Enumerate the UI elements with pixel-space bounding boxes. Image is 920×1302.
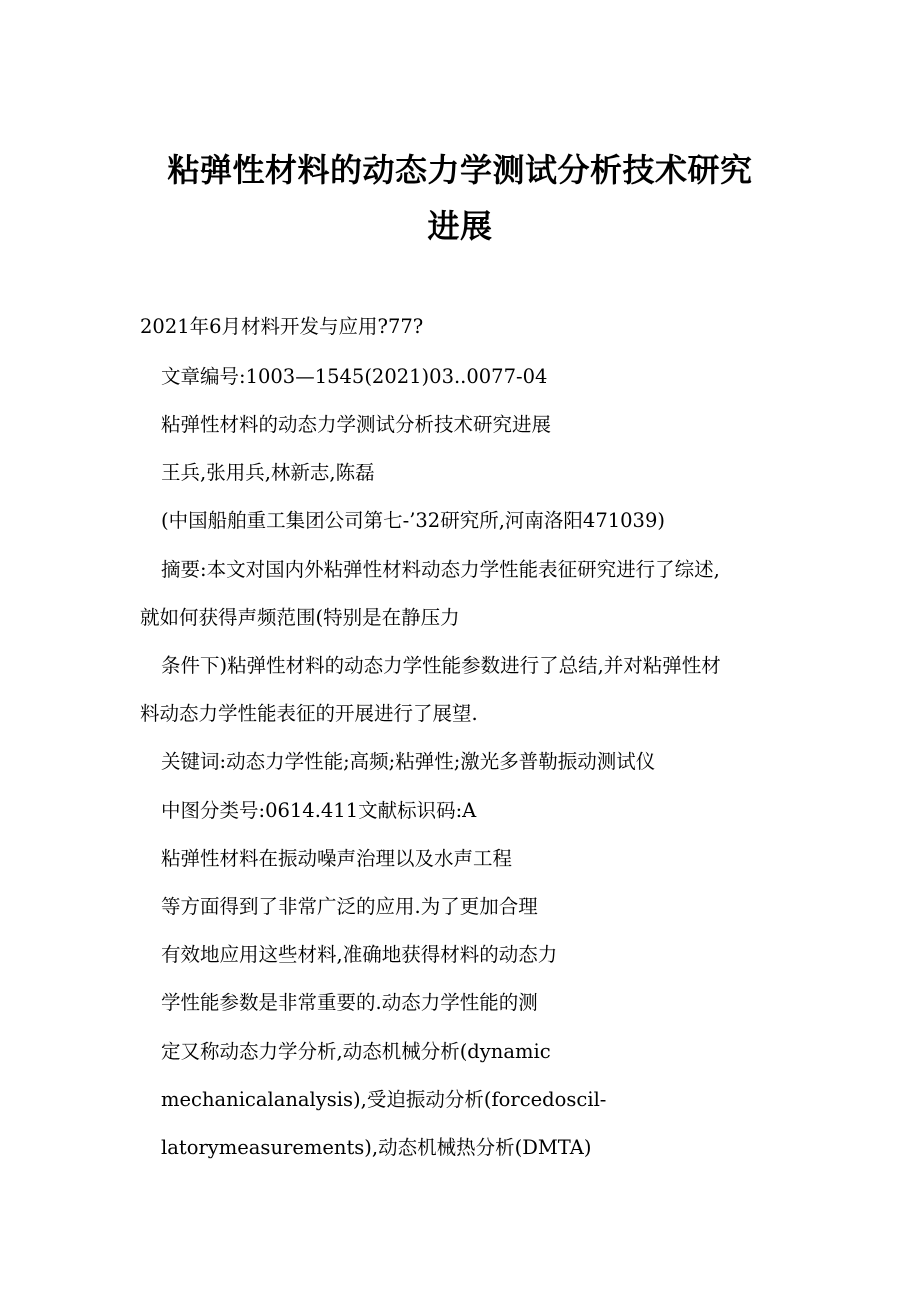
abstract-line: 条件下)粘弹性材料的动态力学性能参数进行了总结,并对粘弹性材 bbox=[161, 654, 721, 677]
document-title-line-1: 粘弹性材料的动态力学测试分析技术研究 bbox=[167, 151, 753, 189]
body-line: mechanicalanalysis),受迫振动分析(forcedoscil- bbox=[161, 1088, 607, 1111]
affiliation: (中国船舶重工集团公司第七-’32研究所,河南洛阳471039) bbox=[161, 509, 665, 532]
journal-header: 2021年6月材料开发与应用?77? bbox=[140, 315, 424, 338]
body-line: 等方面得到了非常广泛的应用.为了更加合理 bbox=[161, 895, 538, 918]
body-line: latorymeasurements),动态机械热分析(DMTA) bbox=[161, 1136, 592, 1159]
document-title-line-2: 进展 bbox=[427, 207, 493, 245]
classification: 中图分类号:0614.411文献标识码:A bbox=[161, 799, 477, 822]
body-line: 有效地应用这些材料,准确地获得材料的动态力 bbox=[161, 943, 558, 966]
keywords: 关键词:动态力学性能;高频;粘弹性;激光多普勒振动测试仪 bbox=[161, 750, 656, 773]
abstract-line: 摘要:本文对国内外粘弹性材料动态力学性能表征研究进行了综述, bbox=[161, 558, 720, 581]
body-line: 学性能参数是非常重要的.动态力学性能的测 bbox=[161, 991, 538, 1014]
article-title: 粘弹性材料的动态力学测试分析技术研究进展 bbox=[161, 413, 552, 436]
body-line: 粘弹性材料在振动噪声治理以及水声工程 bbox=[161, 847, 513, 870]
authors: 王兵,张用兵,林新志,陈磊 bbox=[161, 461, 375, 484]
abstract-line: 料动态力学性能表征的开展进行了展望. bbox=[140, 702, 478, 725]
article-number: 文章编号:1003—1545(2021)03..0077-04 bbox=[161, 365, 548, 388]
body-line: 定又称动态力学分析,动态机械分析(dynamic bbox=[161, 1040, 551, 1063]
abstract-line: 就如何获得声频范围(特别是在静压力 bbox=[140, 606, 460, 629]
